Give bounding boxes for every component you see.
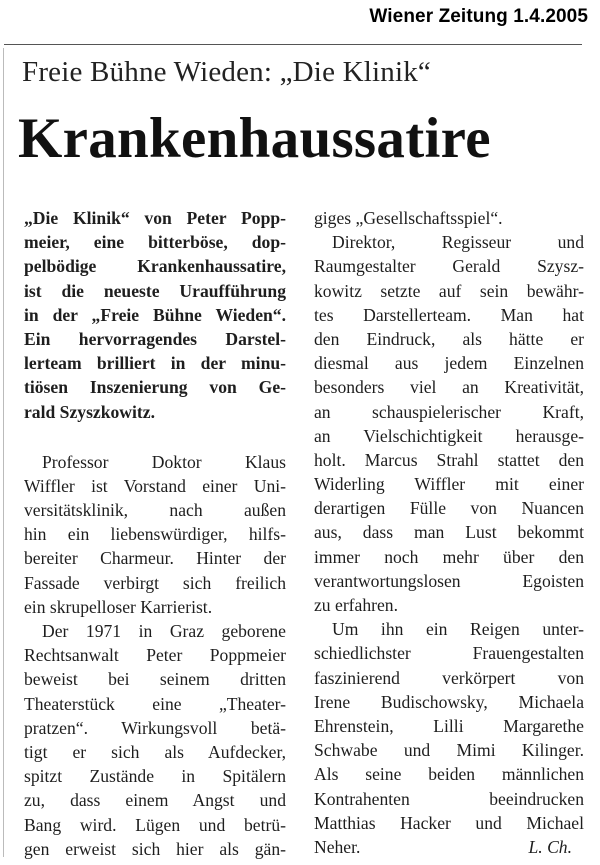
body-line: zu erfahren. [314, 595, 398, 615]
body-line: Widerling Wiffler mit einer [314, 474, 584, 495]
body-line: Schwabe und Mimi Kilinger. [314, 740, 584, 761]
body-line: zu, dass einem Angst und [24, 790, 286, 811]
body-line: beweist bei seinem dritten [24, 669, 286, 690]
body-paragraph [24, 450, 286, 619]
body-line: hin ein liebenswürdiger, hilfs- [24, 524, 286, 545]
lead-line: tiösen Inszenierung von Ge- [24, 377, 286, 398]
body-line: Matthias Hacker und Michael [314, 812, 584, 833]
body-line: derartigen Fülle von Nuancen [314, 498, 584, 519]
body-line: kowitz setzte auf sein bewähr- [314, 280, 584, 301]
lead-line: in der „Freie Bühne Wieden“. [24, 304, 286, 325]
body-line: Fassade verbirgt sich freilich [24, 572, 286, 593]
body-line: spitzt Zustände in Spitälern [24, 766, 286, 787]
body-line: Direktor, Regisseur und [332, 232, 584, 253]
left-column [24, 206, 286, 861]
lead-line: „Die Klinik“ von Peter Popp- [24, 208, 286, 228]
author-signature: L. Ch. [528, 836, 572, 857]
body-line: an schauspielerischer Kraft, [314, 401, 584, 422]
body-line: den Eindruck, als hätte er [314, 328, 584, 349]
body-paragraph [24, 619, 286, 861]
body-line: tigt er sich als Aufdecker, [24, 741, 286, 762]
body-line: immer noch mehr über den [314, 546, 584, 567]
top-rule [4, 44, 582, 45]
body-line: Um ihn ein Reigen unter- [332, 619, 584, 640]
body-line: Als seine beiden männlichen [314, 764, 584, 785]
body-line: diesmal aus jedem Einzelnen [314, 353, 584, 374]
body-line: giges „Gesellschaftsspiel“. [314, 208, 503, 228]
body-line: Kontrahenten beeindrucken [314, 788, 584, 809]
body-line: Der 1971 in Graz geborene [42, 621, 286, 641]
body-line: aus, dass man Lust bekommt [314, 522, 584, 543]
body-line: Bang wird. Lügen und betrü- [24, 814, 286, 835]
body-line: versitätsklinik, nach außen [24, 500, 286, 521]
body-line: Irene Budischowsky, Michaela [314, 691, 584, 712]
body-line: pratzen“. Wirkungsvoll betä- [24, 717, 286, 738]
body-line: Theaterstück eine „Theater- [24, 693, 286, 714]
body-paragraph [314, 617, 584, 859]
body-line: Professor Doktor Klaus [42, 451, 286, 472]
body-line: bereiter Charmeur. Hinter der [24, 548, 286, 569]
lead-line: Ein hervorragendes Darstel- [24, 328, 286, 349]
lead-line: rald Szyszkowitz. [24, 401, 155, 422]
headline: Krankenhaussatire [18, 107, 491, 170]
body-line: tes Darstellerteam. Man hat [314, 304, 584, 325]
body-line: Raumgestalter Gerald Szysz- [314, 256, 584, 277]
body-line: Rechtsanwalt Peter Poppmeier [24, 645, 286, 666]
body-line: ein skrupelloser Karrierist. [24, 596, 213, 617]
source-label: Wiener Zeitung 1.4.2005 [369, 6, 588, 27]
body-paragraph [314, 230, 584, 617]
body-line: verantwortungslosen Egoisten [314, 570, 584, 591]
body-line: gen erweist sich hier als gän- [24, 838, 286, 859]
body-line: an Vielschichtigkeit herausge- [314, 425, 584, 446]
right-column [314, 206, 584, 859]
body-line: Ehrenstein, Lilli Margarethe [314, 715, 584, 736]
lead-line: lerteam brilliert in der minu- [24, 353, 286, 374]
body-line: besonders viel an Kreativität, [314, 377, 584, 398]
body-line [314, 835, 584, 859]
body-paragraph [314, 206, 584, 230]
body-line: holt. Marcus Strahl stattet den [314, 449, 584, 470]
lead-line: meier, eine bitterböse, dop- [24, 232, 286, 253]
left-edge-rule [3, 48, 4, 857]
lead-paragraph [24, 206, 286, 424]
body-line: faszinierend verkörpert von [314, 667, 584, 688]
lead-line: ist die neueste Uraufführung [24, 280, 286, 301]
kicker-line: Freie Bühne Wieden: „Die Klinik“ [22, 56, 431, 88]
body-line: Wiffler ist Vorstand einer Uni- [24, 475, 286, 496]
body-line: schiedlichster Frauengestalten [314, 643, 584, 664]
final-word: Neher. [314, 836, 361, 857]
lead-line: pelbödige Krankenhaussatire, [24, 256, 286, 277]
